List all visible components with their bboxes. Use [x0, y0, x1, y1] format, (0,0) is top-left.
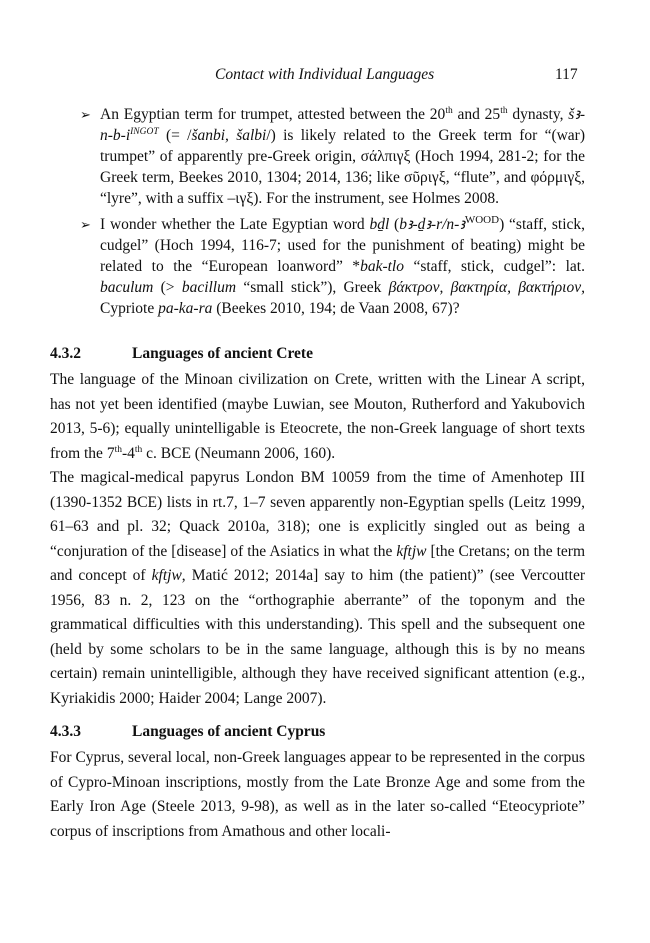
paragraph-linear-a: The language of the Minoan civilization on Crete, written with the Linear A script, has not yet been identified (maybe Luwian, see Mouton, Rutherford and Yakubovich 2013, 5-6); equally unintelligable is Eteocrete, the non-Greek language of short texts from the 7th-4th c. BCE (Neumann 2006, 160).	[50, 371, 585, 462]
section-number: 4.3.3	[50, 723, 81, 740]
bullet-text: An Egyptian term for trumpet, attested between the 20th and 25th dynasty, $šꜣ-n-b-i^{INGOT}$ (= /šanbi, šalbi/) is likely related to the Greek term for “(war) trumpet” of apparently pre-Greek origin, σάλπιγξ (Hoch 1994, 281-2; for the Greek term, Beekes 2010, 1304; 2014, 136; like σῦριγξ, “flute”, and φόρμιγξ, “lyre”, with a suffix –ιγξ). For the instrument, see Holmes 2008.	[100, 105, 586, 207]
page-number: 117	[555, 66, 578, 83]
bullet-text: I wonder whether the Late Egyptian word bḏl (bꜣ-ḏꜣ-r/n-ꜣ$^{WOOD}$) “staff, stick, cudgel” (Hoch 1994, 116-7; used for the punishment of beating) might be related to the “European loanword” *bak-tlo “staff, stick, cudgel”: lat. baculum (> bacillum “small stick”), Greek βάκτρον, βακτηρία, βακτήριον, Cypriote pa-ka-ra (Beekes 2010, 194; de Vaan 2008, 67)?	[100, 213, 585, 317]
running-title: Contact with Individual Languages	[215, 66, 435, 83]
section-title: Languages of ancient Cyprus	[132, 723, 326, 740]
section-heading-crete	[50, 345, 313, 363]
bullet-item-staff	[80, 214, 585, 319]
transliteration: šꜣ-n-b-i	[100, 106, 585, 144]
arrow-bullet-icon: ➢	[80, 217, 91, 232]
section-heading-cyprus	[50, 723, 325, 741]
bullet-item-trumpet	[80, 104, 585, 209]
section-number: 4.3.2	[50, 345, 81, 362]
paragraph-papyrus: The magical-medical papyrus London BM 10059 from the time of Amenhotep III (1390-1352 BCE) lists in rt.7, 1–7 seven apparently non-Egyptian spells (Leitz 1999, 61–63 and pl. 32; Quack 2010a, 318); one is explicitly singled out as being a “conjuration of the [disease] of the Asiatics in what the kftjw [the Cretans; on the term and concept of kftjw, Matić 2012; 2014a] say to him (the patient)” (see Vercoutter 1956, 83 n. 2, 123 on the “orthographie aberrante” of the toponym and the grammatical difficulties with this understanding). This spell and the subsequent one (held by some scholars to be in the same language, although this is by no means certain) remain unintelligible, although they have received significant attention (e.g., Kyriakidis 2000; Haider 2004; Lange 2007).	[50, 469, 585, 707]
arrow-bullet-icon: ➢	[80, 107, 91, 122]
section-title: Languages of ancient Crete	[132, 345, 313, 362]
paragraph-cyprus: For Cyprus, several local, non-Greek languages appear to be represented in the corpus of Cypro-Minoan inscriptions, mostly from the Late Bronze Age and some from the Early Iron Age (Steele 2013, 9-98), as well as in the later so-called “Eteocypriote” corpus of inscriptions from Amathous and other locali-	[50, 749, 585, 840]
page-header	[0, 66, 650, 88]
